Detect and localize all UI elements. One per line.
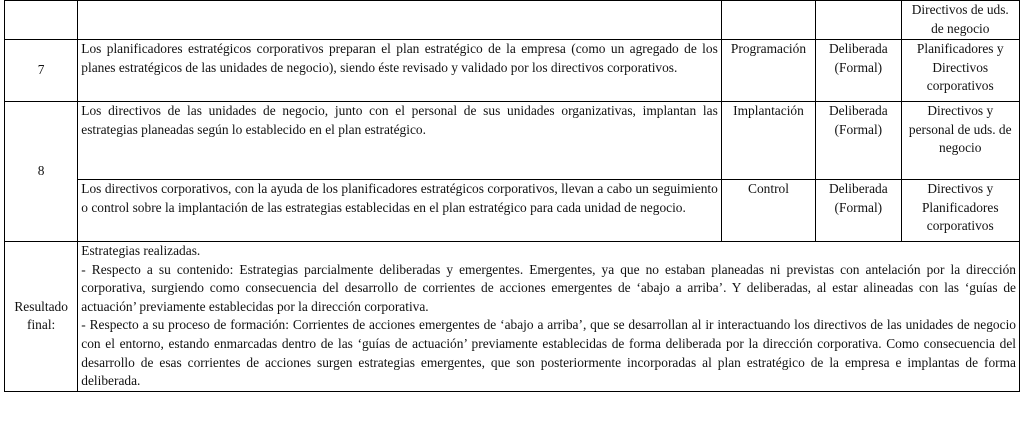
final-result-label: Resultado final:	[5, 242, 78, 392]
table-row-7	[5, 40, 1020, 102]
step-phase	[721, 1, 815, 40]
step-phase: Control	[721, 180, 815, 242]
step-actors: Directivos y personal de uds. de negocio	[901, 102, 1020, 180]
table-row-top	[5, 1, 1020, 40]
step-description: Los planificadores estratégicos corporativos preparan el plan estratégico de la empresa (como un agregado de los planes estratégicos de las unidades de negocio), siendo éste revisado y validado por los directivos corporativos.	[78, 40, 722, 102]
step-description: Los directivos de las unidades de negocio, junto con el personal de sus unidades organizativas, implantan las estrategias planeadas según lo establecido en el plan estratégico.	[78, 102, 722, 180]
step-number: 7	[5, 40, 78, 102]
final-line-heading: Estrategias realizadas.	[81, 243, 201, 258]
step-description: Los directivos corporativos, con la ayuda de los planificadores estratégicos corporativos, llevan a cabo un seguimiento o control sobre la implantación de las estrategias establecidas en el plan estratégico para cada unidad de negocio.	[78, 180, 722, 242]
step-type: Deliberada (Formal)	[816, 40, 901, 102]
strategy-process-table	[4, 0, 1020, 392]
step-type	[816, 1, 901, 40]
final-line-process: - Respecto a su proceso de formación: Corrientes de acciones emergentes de ‘abajo a arriba’, que se desarrollan al ir interactuando los directivos de las unidades de negocio con el entorno, estando enmarcadas dentro de las ‘guías de actuación’ previamente establecidas de forma deliberada por la dirección corporativa. Como consecuencia del desarrollo de esas corrientes de acciones surgen estrategias emergentes, que son posteriormente incorporadas al plan estratégico de la empresa e implantas de forma deliberada.	[81, 317, 1016, 389]
step-actors: Directivos de uds. de negocio	[901, 1, 1020, 40]
table-row-8a	[5, 102, 1020, 180]
table-row-final	[5, 242, 1020, 392]
step-phase: Implantación	[721, 102, 815, 180]
step-description	[78, 1, 722, 40]
final-line-content: - Respecto a su contenido: Estrategias parcialmente deliberadas y emergentes. Emergentes, ya que no estaban planeadas ni previstas con antelación por la dirección corporativa, surgiendo como consecuencia del desarrollo de corrientes de acciones emergentes de ‘abajo a arriba’. Y deliberadas, al estar alineadas con las ‘guías de actuación’ previamente establecidas por la dirección corporativa.	[81, 261, 1016, 314]
step-number	[5, 1, 78, 40]
final-result-text	[78, 242, 1020, 392]
step-actors: Planificadores y Directivos corporativos	[901, 40, 1020, 102]
step-phase: Programación	[721, 40, 815, 102]
step-number: 8	[5, 102, 78, 242]
step-type: Deliberada (Formal)	[816, 180, 901, 242]
table-row-8b	[5, 180, 1020, 242]
step-actors: Directivos y Planificadores corporativos	[901, 180, 1020, 242]
step-type: Deliberada (Formal)	[816, 102, 901, 180]
